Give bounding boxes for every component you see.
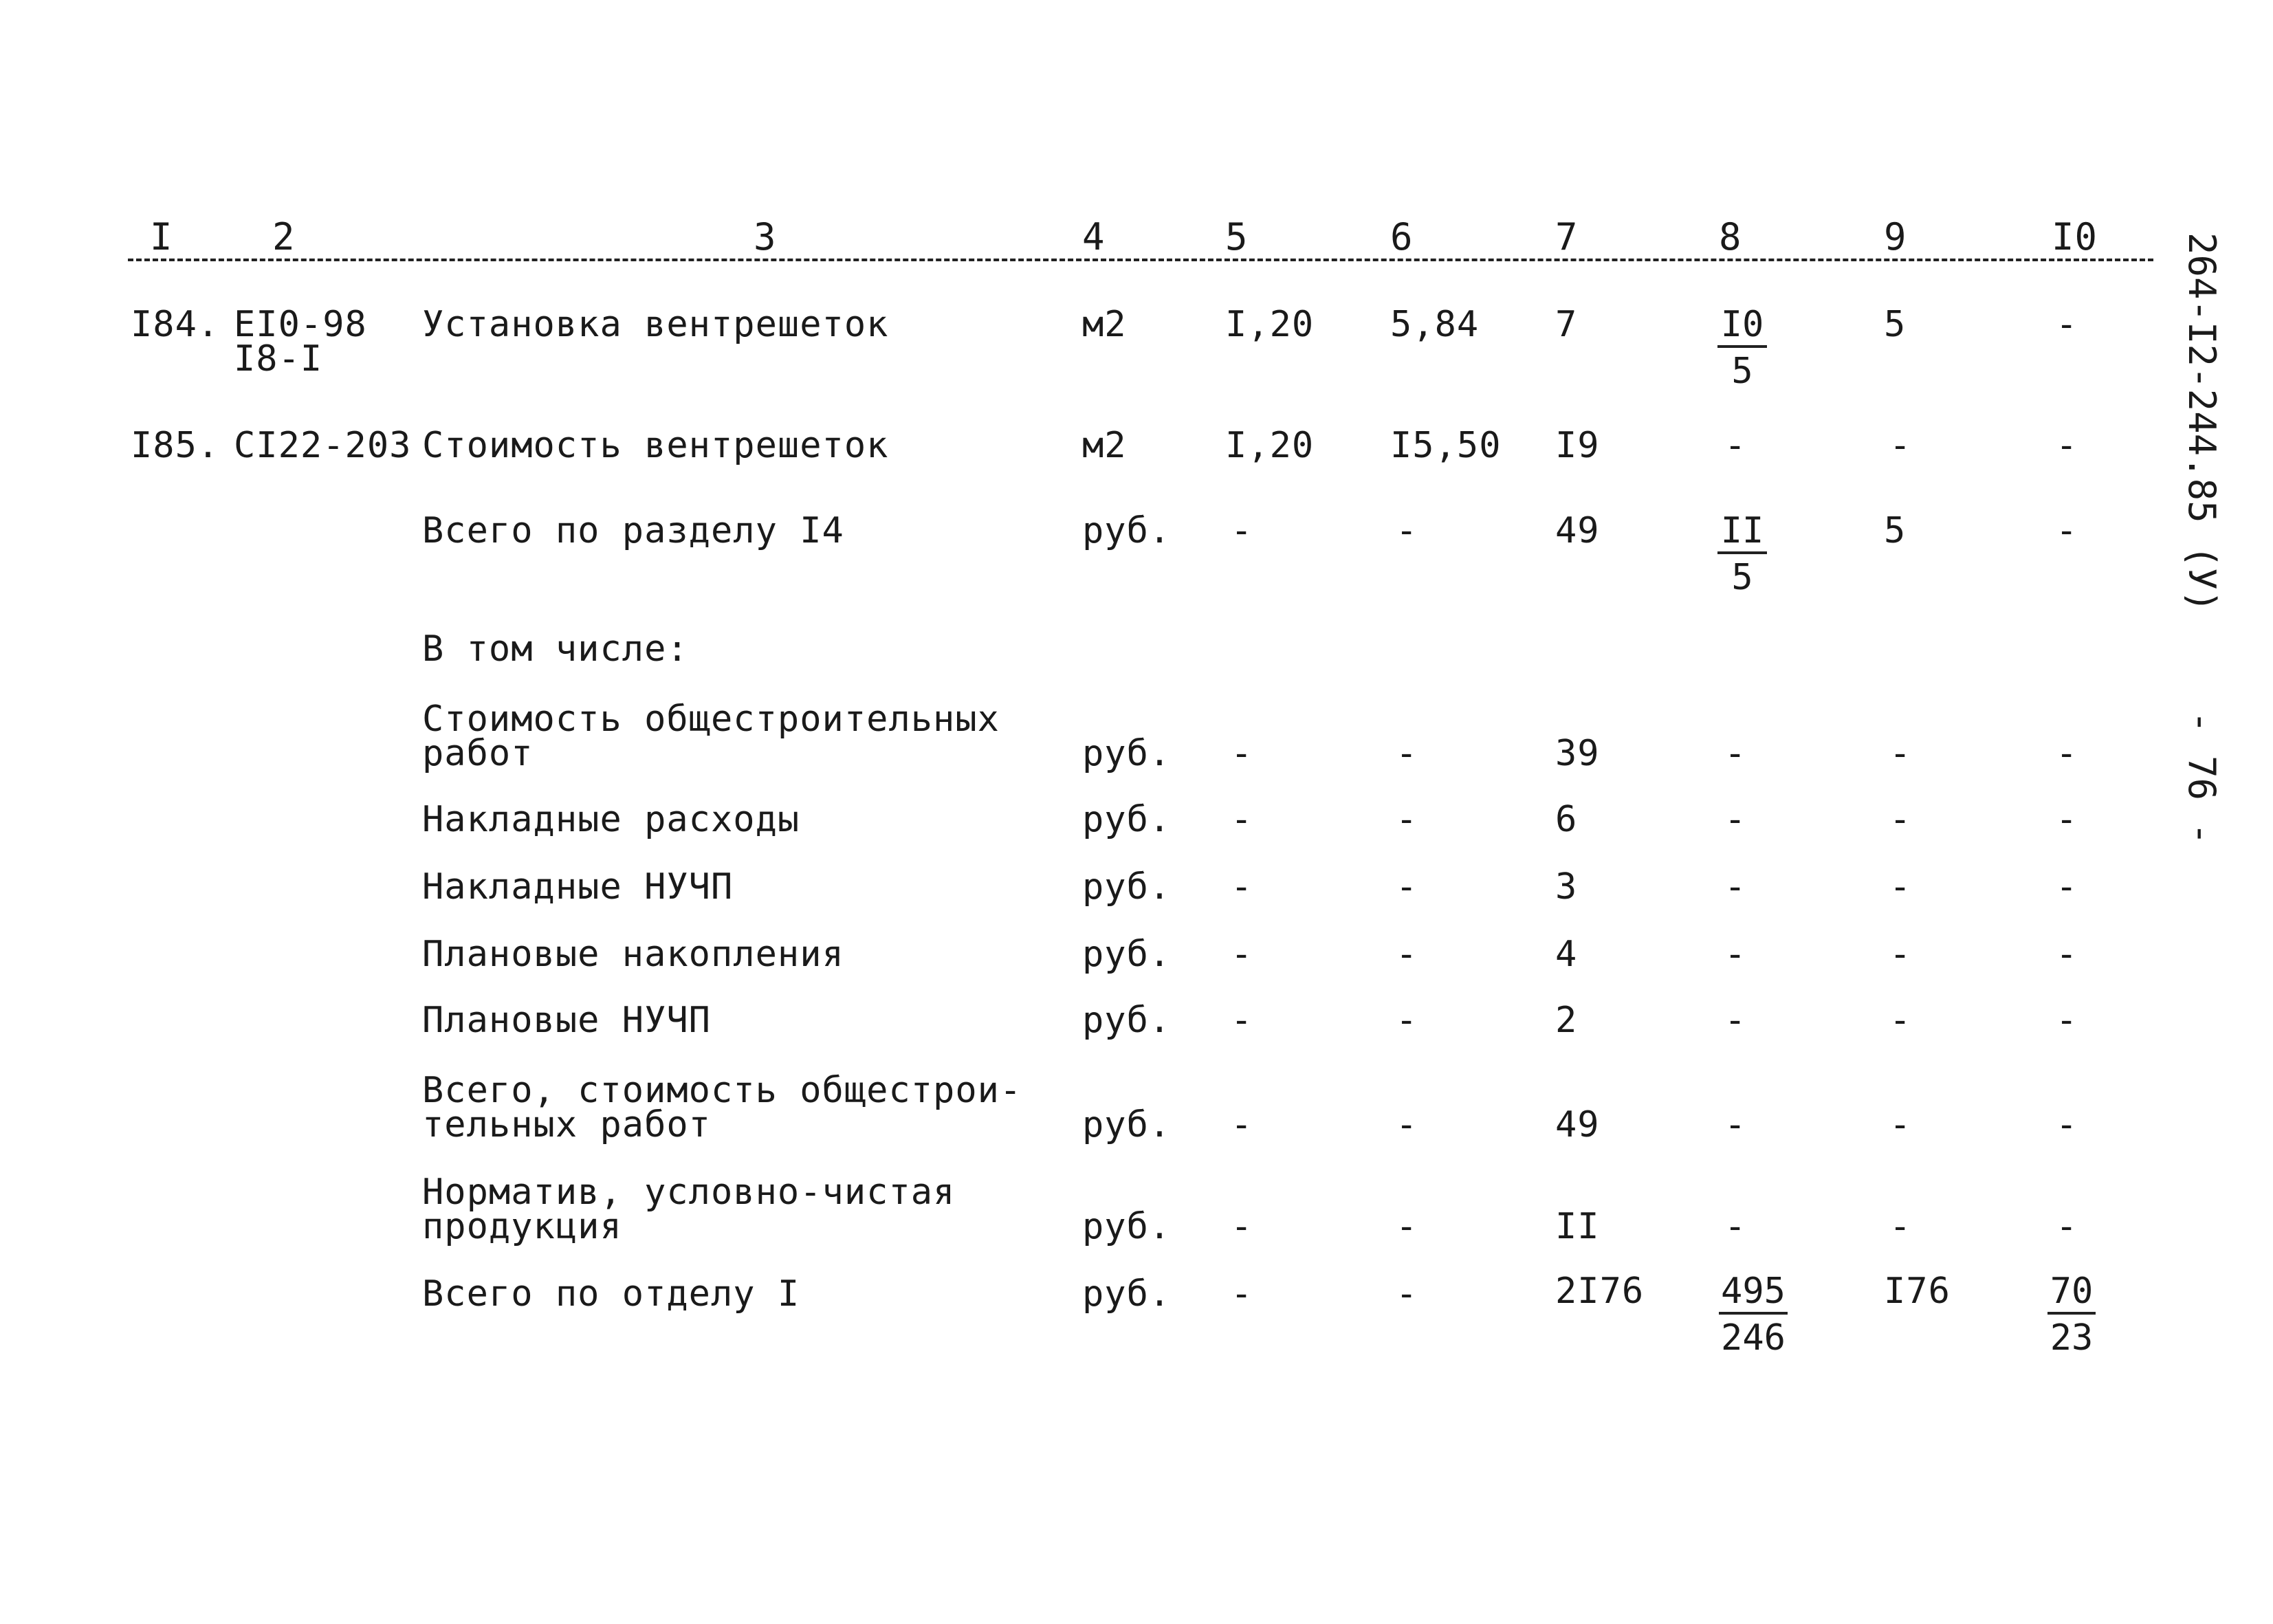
col8-cell: - — [1724, 1000, 1747, 1041]
name-cell: Накладные расходы — [422, 799, 800, 840]
col5-cell: - — [1231, 1206, 1253, 1247]
col9-cell: - — [1889, 1000, 1912, 1041]
name-cell: Норматив, условно-чистая — [422, 1172, 956, 1213]
unit-cell: руб. — [1082, 934, 1172, 975]
unit-cell: руб. — [1082, 1206, 1172, 1247]
col10-denominator: 23 — [2050, 1317, 2094, 1359]
col8-numerator: II — [1717, 513, 1767, 554]
col10-cell: - — [2056, 510, 2078, 551]
code-cell-line2: I8-I — [234, 338, 323, 380]
col7-cell: 6 — [1555, 799, 1578, 840]
col9-cell: - — [1889, 425, 1912, 466]
col7-cell: 2 — [1555, 1000, 1578, 1041]
name-cell: Всего, стоимость общестрои- — [422, 1070, 1022, 1111]
col8-cell: - — [1724, 733, 1747, 774]
col8-cell: - — [1724, 799, 1747, 840]
name-cell: Плановые накопления — [422, 934, 844, 975]
col6-cell: - — [1396, 733, 1418, 774]
col5-cell: - — [1231, 733, 1253, 774]
col-header-7: 7 — [1555, 215, 1579, 259]
row-number: I85. — [131, 425, 220, 466]
col7-cell: 39 — [1555, 733, 1600, 774]
col8-fraction — [1717, 304, 1767, 392]
col-header-10: I0 — [2052, 215, 2098, 259]
col10-cell: - — [2056, 1206, 2078, 1247]
col-header-2: 2 — [272, 215, 296, 259]
col9-cell: - — [1889, 1104, 1912, 1145]
col6-cell: - — [1396, 799, 1418, 840]
name-cell-line2: работ — [422, 733, 534, 774]
name-cell: Всего по отделу I — [422, 1273, 800, 1315]
col10-cell: - — [2056, 1000, 2078, 1041]
col10-cell: - — [2056, 1104, 2078, 1145]
col9-cell: 5 — [1884, 510, 1907, 551]
name-cell-line2: тельных работ — [422, 1104, 711, 1145]
col7-cell: II — [1555, 1206, 1600, 1247]
col9-cell: - — [1889, 934, 1912, 975]
col-header-1: I — [150, 215, 173, 259]
col9-cell: I76 — [1884, 1271, 1951, 1312]
col7-cell: 49 — [1555, 510, 1600, 551]
col9-cell: - — [1889, 733, 1912, 774]
col10-cell: - — [2056, 866, 2078, 908]
col-header-5: 5 — [1225, 215, 1249, 259]
code-cell: EI0-98 — [234, 304, 367, 345]
page-number: - 76 - — [2180, 711, 2223, 846]
col10-cell: - — [2056, 425, 2078, 466]
col10-cell: - — [2056, 799, 2078, 840]
col8-cell: - — [1724, 866, 1747, 908]
col-header-3: 3 — [754, 215, 777, 259]
unit-cell: руб. — [1082, 1104, 1172, 1145]
col-header-4: 4 — [1082, 215, 1106, 259]
col10-cell: - — [2056, 733, 2078, 774]
col6-cell: - — [1396, 1000, 1418, 1041]
code-cell: CI22-203 — [234, 425, 412, 466]
col5-cell: - — [1231, 866, 1253, 908]
col9-cell: 5 — [1884, 304, 1907, 345]
col6-cell: - — [1396, 1206, 1418, 1247]
name-cell: Всего по разделу I4 — [422, 510, 844, 551]
col10-numerator: 70 — [2047, 1273, 2096, 1315]
unit-cell: руб. — [1082, 1000, 1172, 1041]
col-header-8: 8 — [1719, 215, 1742, 259]
name-cell-line2: продукция — [422, 1206, 622, 1247]
name-cell: Накладные НУЧП — [422, 866, 734, 908]
col5-cell: - — [1231, 1104, 1253, 1145]
col6-cell: - — [1396, 1104, 1418, 1145]
col7-cell: 4 — [1555, 934, 1578, 975]
unit-cell: руб. — [1082, 1273, 1172, 1315]
col8-denominator: 5 — [1731, 557, 1753, 598]
col9-cell: - — [1889, 799, 1912, 840]
col8-cell: - — [1724, 934, 1747, 975]
col5-cell: - — [1231, 510, 1253, 551]
col7-cell: 3 — [1555, 866, 1578, 908]
col10-cell: - — [2056, 304, 2078, 345]
header-divider — [128, 259, 2153, 261]
name-cell: Плановые НУЧП — [422, 1000, 711, 1041]
col10-cell: - — [2056, 934, 2078, 975]
document-code: 264-I2-244.85 (У) — [2180, 232, 2223, 613]
col8-cell: - — [1724, 1104, 1747, 1145]
unit-cell: м2 — [1082, 425, 1127, 466]
col8-denominator: 246 — [1721, 1317, 1786, 1359]
col-header-6: 6 — [1390, 215, 1414, 259]
col8-numerator: I0 — [1717, 307, 1767, 348]
unit-cell: м2 — [1082, 304, 1127, 345]
name-cell: Стоимость вентрешеток — [422, 425, 889, 466]
col8-fraction — [1719, 1271, 1788, 1359]
col7-cell: 49 — [1555, 1104, 1600, 1145]
col5-cell: I,20 — [1225, 304, 1315, 345]
unit-cell: руб. — [1082, 733, 1172, 774]
col7-cell: 7 — [1555, 304, 1578, 345]
col6-cell: - — [1396, 510, 1418, 551]
col10-fraction — [2047, 1271, 2096, 1359]
col8-cell: - — [1724, 425, 1747, 466]
name-cell: Стоимость общестроительных — [422, 699, 1000, 740]
subsection-label: В том числе: — [422, 628, 689, 670]
row-number: I84. — [131, 304, 220, 345]
col5-cell: - — [1231, 934, 1253, 975]
col5-cell: - — [1231, 1000, 1253, 1041]
col9-cell: - — [1889, 866, 1912, 908]
col8-numerator: 495 — [1719, 1273, 1788, 1315]
col8-fraction — [1717, 510, 1767, 598]
col-header-9: 9 — [1884, 215, 1907, 259]
col5-cell: - — [1231, 1273, 1253, 1315]
col6-cell: - — [1396, 1273, 1418, 1315]
col8-denominator: 5 — [1731, 351, 1753, 392]
col5-cell: - — [1231, 799, 1253, 840]
unit-cell: руб. — [1082, 866, 1172, 908]
name-cell: Установка вентрешеток — [422, 304, 889, 345]
unit-cell: руб. — [1082, 510, 1172, 551]
col7-cell: 2I76 — [1555, 1271, 1645, 1312]
col6-cell: I5,50 — [1390, 425, 1502, 466]
col6-cell: - — [1396, 934, 1418, 975]
col5-cell: I,20 — [1225, 425, 1315, 466]
col7-cell: I9 — [1555, 425, 1600, 466]
unit-cell: руб. — [1082, 799, 1172, 840]
col6-cell: 5,84 — [1390, 304, 1480, 345]
col9-cell: - — [1889, 1206, 1912, 1247]
col6-cell: - — [1396, 866, 1418, 908]
col8-cell: - — [1724, 1206, 1747, 1247]
